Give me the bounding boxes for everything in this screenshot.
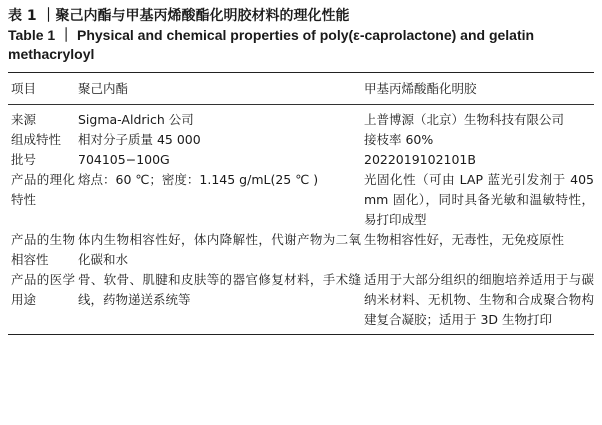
header-pcl: 聚己内酯 (78, 81, 129, 96)
header-item: 项目 (11, 81, 37, 96)
table-row (8, 170, 594, 230)
pcl-cell: 体内生物相容性好，体内降解性，代谢产物为二氧化碳和水 (78, 232, 361, 267)
caption-chinese: 表 1 ｜聚己内酯与甲基丙烯酸酯化明胶材料的理化性能 (8, 8, 350, 24)
table-header-row (8, 73, 594, 104)
pcl-cell: 骨、软骨、肌腱和皮肤等的器官修复材料，手术缝线，药物递送系统等 (78, 272, 361, 307)
properties-table-body (8, 105, 594, 334)
gelma-cell: 接枝率 60% (364, 132, 434, 147)
gelma-cell: 2022019102101B (364, 152, 476, 167)
gelma-cell: 生物相容性好，无毒性，无免疫原性 (364, 232, 565, 247)
pcl-cell: 熔点：60 ℃；密度：1.145 g/mL(25 ℃ ) (78, 172, 319, 187)
table-row (8, 230, 594, 270)
properties-table (8, 73, 594, 104)
table-row (8, 130, 594, 150)
row-label: 批号 (11, 152, 37, 167)
row-label: 产品的医学用途 (11, 272, 75, 307)
table-row (8, 105, 594, 130)
table-row (8, 150, 594, 170)
gelma-cell: 上普博源（北京）生物科技有限公司 (364, 112, 565, 127)
gelma-cell: 光固化性（可由 LAP 蓝光引发剂于 405 mm 固化），同时具备光敏和温敏特性，易打印成型 (364, 172, 594, 227)
header-gelma: 甲基丙烯酸酯化明胶 (364, 81, 477, 96)
pcl-cell: Sigma-Aldrich 公司 (78, 112, 194, 127)
caption-english: Table 1 ｜ Physical and chemical properties of poly(ε-caprolactone) and gelatin methacryloyl (8, 27, 535, 62)
row-label: 来源 (11, 112, 37, 127)
pcl-cell: 704105−100G (78, 152, 170, 167)
pcl-cell: 相对分子质量 45 000 (78, 132, 201, 147)
table-bottom-rule (8, 334, 594, 335)
row-label: 产品的理化特性 (11, 172, 75, 207)
row-label: 组成特性 (11, 132, 62, 147)
table-row (8, 270, 594, 334)
row-label: 产品的生物相容性 (11, 232, 75, 267)
gelma-cell: 适用于大部分组织的细胞培养适用于与碳纳米材料、无机物、生物和合成聚合物构建复合凝胶；适用于 3D 生物打印 (364, 272, 594, 327)
